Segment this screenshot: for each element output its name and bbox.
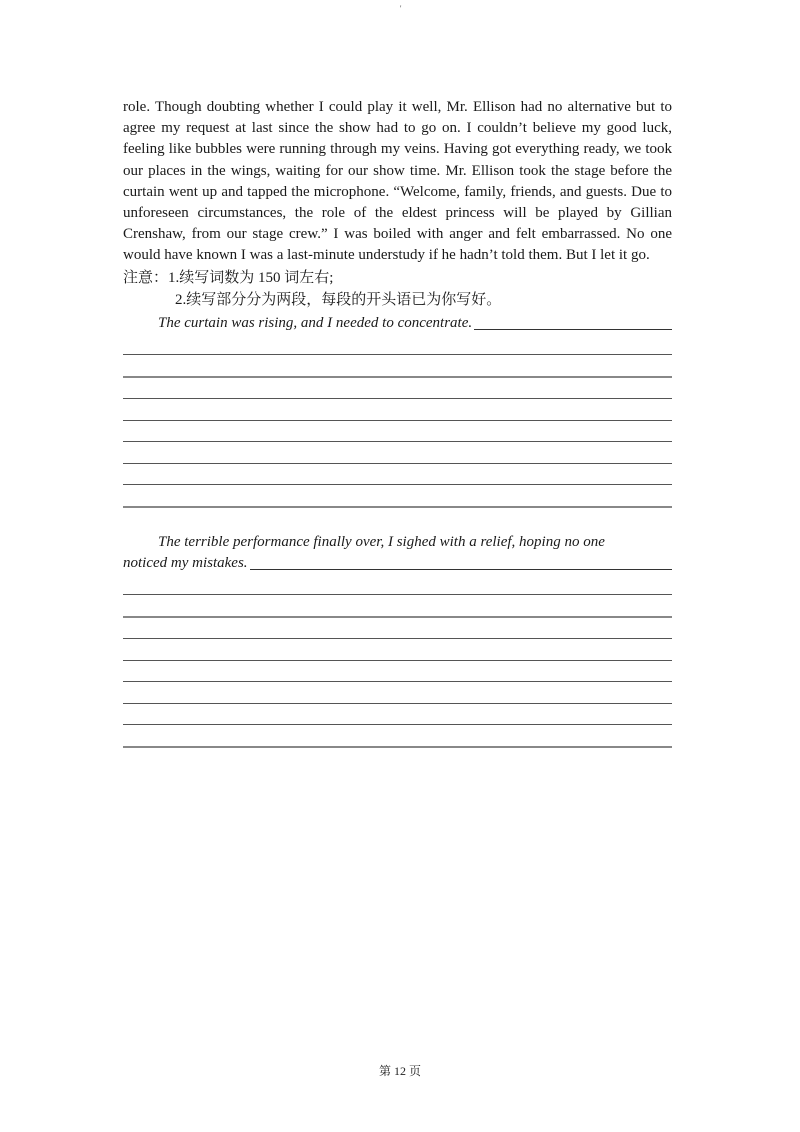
writing-line[interactable] [123,574,672,596]
paragraph2-opening-row [123,553,672,574]
paragraph1-fill-line[interactable] [474,329,672,330]
worksheet-content [123,97,672,748]
writing-line[interactable] [123,334,672,356]
paragraph1-writing-lines[interactable] [123,334,672,508]
page-number: 第 12 页 [378,1064,421,1078]
page-top-mark: ' [400,4,402,13]
writing-line[interactable] [123,661,672,683]
writing-line[interactable] [123,485,672,508]
writing-line[interactable] [123,421,672,443]
writing-line[interactable] [123,355,672,378]
writing-line[interactable] [123,464,672,486]
note-paragraphs: 2.续写部分分为两段，每段的开头语已为你写好。 [175,291,502,308]
writing-line[interactable] [123,682,672,704]
writing-line[interactable] [123,639,672,661]
paragraph1-opening: The curtain was rising, and I needed to concentrate. [158,314,473,331]
writing-line[interactable] [123,442,672,464]
story-passage: role. Though doubting whether I could play it well, Mr. Ellison had no alternative but to agree my request at last since the show had to go on. I couldn’t believe my good luck, feeling like bubbles were running through my veins. Having got everything ready, we took our places in the wings, waiting for our show time. Mr. Ellison took the stage before the curtain went up and tapped the microphone. “Welcome, family, friends, and guests. Due to unforeseen circumstances, the role of the eldest princess will be played by Gillian Crenshaw, from our stage crew.” I was boiled with anger and felt embarrassed. No one would have known I was a last-minute understudy if he hadn’t told them. But I let it go. [123,99,672,264]
writing-line[interactable] [123,378,672,400]
note-word-count: 注意：1.续写词数为 150 词左右; [123,269,334,286]
writing-notes [123,267,672,311]
paragraph2-opening [123,532,672,553]
writing-line[interactable] [123,399,672,421]
writing-line[interactable] [123,704,672,726]
writing-line[interactable] [123,725,672,748]
writing-line[interactable] [123,618,672,640]
paragraph1-opening-row [123,313,672,334]
paragraph2-opening-line2: noticed my mistakes. [123,554,248,571]
writing-line[interactable] [123,595,672,618]
paragraph2-fill-line[interactable] [250,569,672,570]
paragraph2-writing-lines[interactable] [123,574,672,748]
paragraph2-opening-line1: The terrible performance finally over, I sighed with a relief, hoping no one [158,533,605,550]
